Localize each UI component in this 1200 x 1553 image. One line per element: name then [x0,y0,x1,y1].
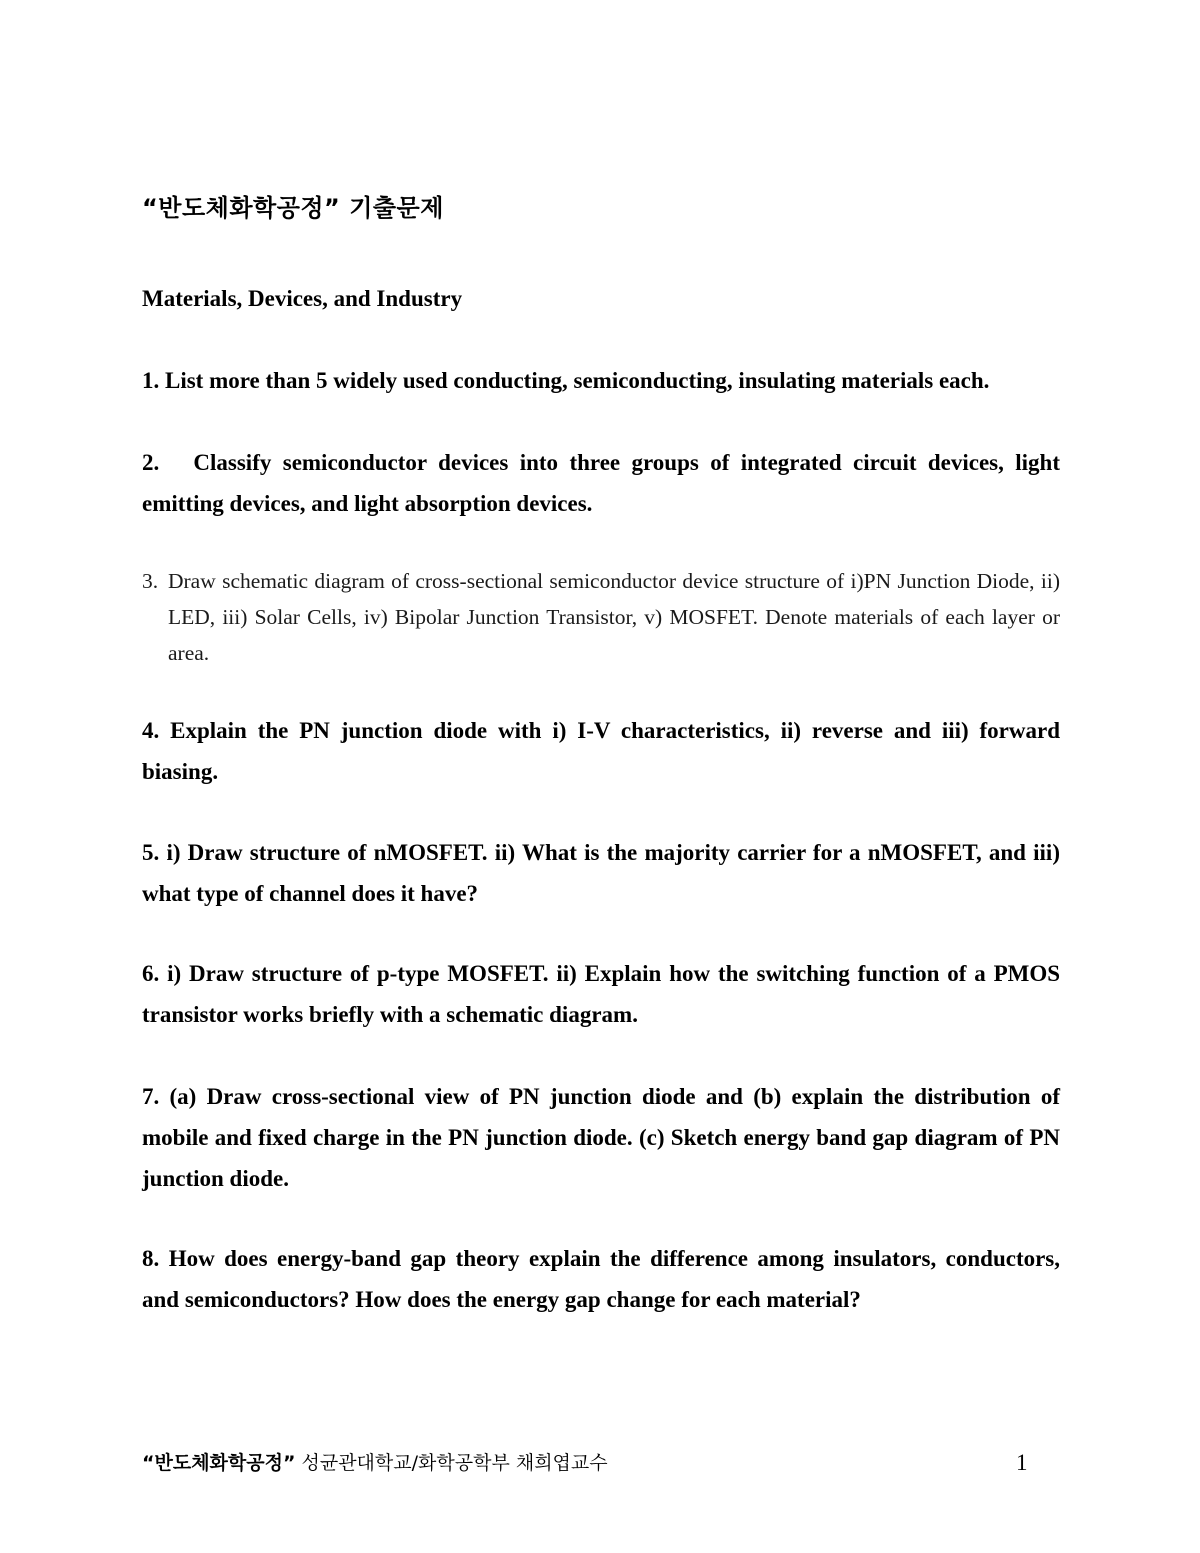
question-number: 5. [142,840,160,865]
question-text: Explain the PN junction diode with i) I-V characteristics, ii) reverse and iii) forward biasing. [142,718,1060,784]
page-number: 1 [1016,1450,1028,1475]
footer [142,1448,608,1475]
question-number: 7. [142,1084,160,1109]
question-text: (a) Draw cross-sectional view of PN junction diode and (b) explain the distribution of mobile and fixed charge in the PN junction diode. (c) Sketch energy band gap diagram of PN junction diode. [142,1084,1060,1191]
question-text: List more than 5 widely used conducting, semiconducting, insulating materials each. [165,368,990,393]
question-number: 4. [142,718,160,743]
question-2 [142,442,1060,524]
question-number: 1. [142,368,160,393]
question-text: How does energy-band gap theory explain the difference among insulators, conductors, and semiconductors? How does the energy gap change for each material? [142,1246,1061,1312]
question-8 [142,1238,1060,1320]
question-4 [142,710,1060,792]
question-number: 6. [142,961,160,986]
question-1 [142,360,1060,401]
footer-course: “반도체화학공정” [142,1452,296,1474]
question-text: i) Draw structure of p-type MOSFET. ii) Explain how the switching function of a PMOS transistor works briefly with a schematic diagram. [142,961,1061,1027]
question-5 [142,832,1060,914]
question-number: 3. [142,569,159,593]
page-title: “반도체화학공정” 기출문제 [142,194,444,222]
question-number: 2. [142,450,160,475]
question-number: 8. [142,1246,160,1271]
question-7 [142,1076,1060,1199]
question-6 [142,953,1060,1035]
question-text: Classify semiconductor devices into three groups of integrated circuit devices, light emitting devices, and light absorption devices. [142,450,1060,516]
question-text: i) Draw structure of nMOSFET. ii) What is the majority carrier for a nMOSFET, and iii) what type of channel does it have? [142,840,1060,906]
question-text: Draw schematic diagram of cross-sectional semiconductor device structure of i)PN Junction Diode, ii) LED, iii) Solar Cells, iv) Bipolar Junction Transistor, v) MOSFET. Denote materials of each layer or area. [168,569,1060,665]
question-3 [142,563,1060,671]
footer-affiliation: 성균관대학교/화학공학부 채희엽교수 [301,1452,608,1474]
section-heading: Materials, Devices, and Industry [142,286,463,311]
